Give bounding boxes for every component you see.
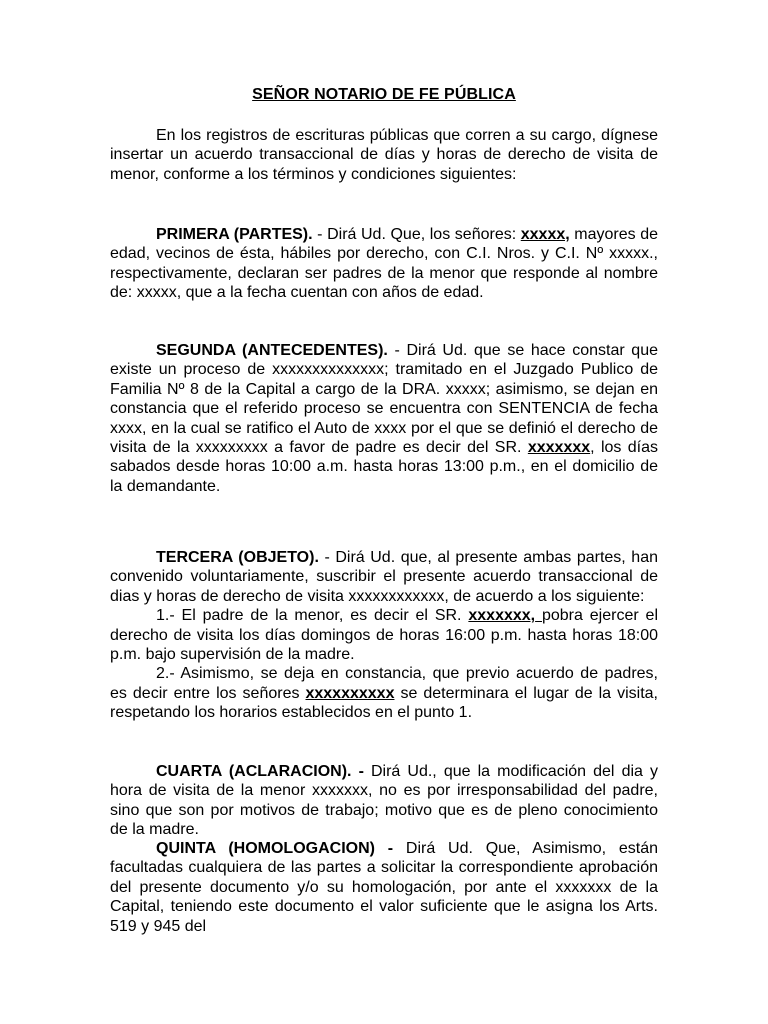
- document-title: SEÑOR NOTARIO DE FE PÚBLICA: [252, 86, 516, 103]
- clause-primera-text-2: mayores de edad, vecinos de ésta, hábiles por derecho, con C.I. Nros. y C.I. Nº xxxxx., respectivamente, declaran ser padres de la menor que responde al nombre de: xxxxx, que a la fecha cuentan con años de edad.: [110, 226, 659, 302]
- intro-paragraph: [110, 126, 658, 184]
- clause-primera-text-1: - Dirá Ud. Que, los señores:: [312, 226, 521, 243]
- clause-segunda: [110, 341, 658, 496]
- clause-primera-name: xxxxx,: [520, 226, 570, 243]
- clause-segunda-text-1: - Dirá Ud. que se hace constar que existe un proceso de xxxxxxxxxxxxxx; tramitado en el Juzgado Publico de Familia Nº 8 de la Capital a cargo de la DRA. xxxxx; asimismo, se dejan en constancia que el referido proceso se encuentra con SENTENCIA de fecha xxxx, en la cual se ratifico el Auto de xxxx por el que se definió el derecho de visita de la xxxxxxxxx a favor de padre es decir del SR.: [110, 342, 659, 457]
- clause-tercera-item-1: 1.- El padre de la menor, es decir el SR. xxxxxxx, pobra ejercer el derecho de visita los días domingos de horas 16:00 p.m. hasta horas 18:00 p.m. bajo supervisión de la madre.: [110, 607, 659, 664]
- clause-tercera-item-2-name: xxxxxxxxxx: [305, 684, 395, 702]
- intro-text: En los registros de escrituras públicas que corren a su cargo, dígnese insertar un acuerdo transaccional de días y horas de derecho de visita de menor, conforme a los términos y condiciones siguientes:: [110, 127, 658, 183]
- clause-tercera: [110, 548, 658, 723]
- clause-segunda-heading: SEGUNDA (ANTECEDENTES).: [156, 342, 388, 359]
- clause-quinta: [110, 839, 658, 936]
- clause-cuarta: [110, 762, 658, 840]
- clause-tercera-text-1: - Dirá Ud. que, al presente ambas partes, han convenido voluntariamente, suscribir el presente acuerdo transaccional de dias y horas de derecho de visita xxxxxxxxxxxx, de acuerdo a los siguiente:: [110, 549, 658, 605]
- clause-segunda-text-2: , los días sabados desde horas 10:00 a.m. hasta horas 13:00 p.m., en el domicilio de la demandante.: [110, 439, 659, 495]
- clause-cuarta-text: Dirá Ud., que la modificación del dia y hora de visita de la menor xxxxxxx, no es por irresponsabilidad del padre, sino que son por motivos de trabajo; motivo que es de pleno conocimiento de la madre.: [110, 763, 658, 839]
- clause-primera: [110, 225, 658, 303]
- clause-cuarta-heading: CUARTA (ACLARACION). -: [156, 763, 364, 780]
- clause-segunda-name: xxxxxxx: [527, 439, 591, 457]
- clause-tercera-item-1-name: xxxxxxx,: [468, 607, 536, 625]
- clause-quinta-text: Dirá Ud. Que, Asimismo, están facultadas cualquiera de las partes a solicitar la correspondiente aprobación del presente documento y/o su homologación, por ante el xxxxxxx de la Capital, teniendo este documento el valor suficiente que le asigna los Arts. 519 y 945 del: [110, 840, 659, 935]
- clause-tercera-item-2: 2.- Asimismo, se deja en constancia, que previo acuerdo de padres, es decir entre los señores xxxxxxxxxx se determinara el lugar de la visita, respetando los horarios establecidos en el punto 1.: [110, 665, 658, 722]
- clause-primera-heading: PRIMERA (PARTES).: [156, 226, 313, 243]
- clause-tercera-heading: TERCERA (OBJETO).: [156, 549, 319, 566]
- clause-quinta-heading: QUINTA (HOMOLOGACION) -: [156, 840, 394, 857]
